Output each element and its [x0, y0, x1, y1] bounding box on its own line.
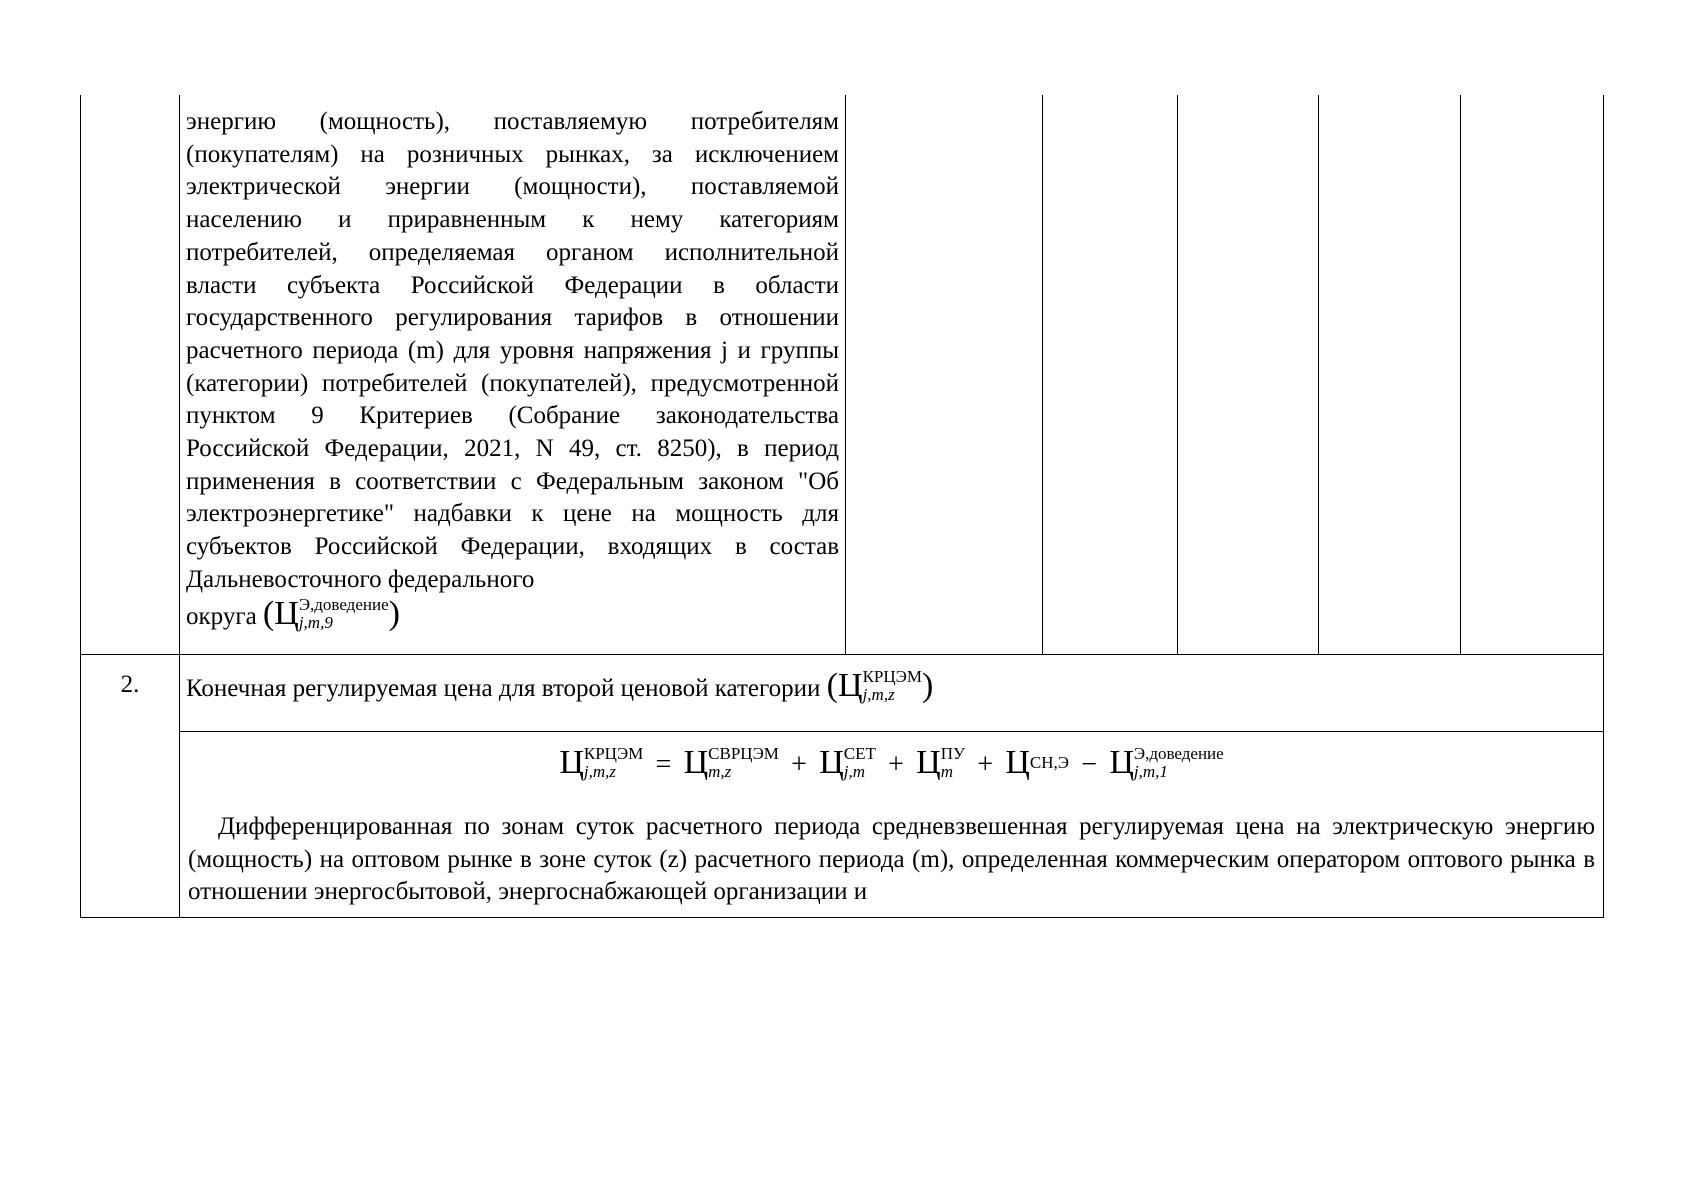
value-cell-3	[1178, 95, 1319, 654]
price-symbol-sup: Э,доведение	[298, 594, 389, 614]
number-cell-empty	[81, 95, 180, 654]
value-cell-2	[1043, 95, 1178, 654]
tariff-table	[80, 95, 1604, 918]
table-row-continuation	[81, 95, 1604, 654]
formula-explanation: Дифференцированная по зонам суток расчетного периода средневзвешенная регулируемая цена на электрическую энергию (мощность) на оптовом рынке в зоне суток (z) расчетного периода (m), определенная коммерческим оператором оптового рынка в отношении энергосбытовой, энергоснабжающей организации и	[188, 813, 1595, 906]
price-formula: Ц КРЦЭМ j,m,z = Ц СВРЦЭМ m,z + Ц СЕТ j,m + Ц ПУ m + Ц СН,Э − Ц Э,доведение j,m,1	[559, 743, 1224, 782]
value-cell-4	[1319, 95, 1461, 654]
price-symbol: Ц	[274, 594, 299, 632]
table-row-item-2	[81, 654, 1604, 731]
description-last-line: округа (Ц Э,доведение j,m,9 )	[186, 594, 400, 632]
table-row-formula	[81, 731, 1604, 917]
item-title: Конечная регулируемая цена для второй ценовой категории	[186, 674, 821, 702]
item-title-cell	[180, 654, 1604, 731]
item-title-symbol: (Ц КРЦЭМ j,m,z )	[826, 666, 934, 705]
last-word: округа	[186, 602, 257, 630]
price-symbol-sub: j,m,9	[298, 612, 333, 632]
formula-cell	[180, 731, 1604, 917]
value-cell-5	[1461, 95, 1604, 654]
row-number: 2.	[81, 654, 180, 917]
description-text: энергию (мощность), поставляемую потребителям (покупателям) на розничных рынках, за исключением электрической энергии (мощности), поставляемой населению и приравненным к нему категориям потребителей, определяемая органом исполнительной власти субъекта Российской Федерации в области государственного регулирования тарифов в отношении расчетного периода (m) для уровня напряжения j и группы (категории) потребителей (покупателей), предусмотренной пунктом 9 Критериев (Собрание законодательства Российской Федерации, 2021, N 49, ст. 8250), в период применения в соответствии с Федеральным законом "Об электроэнергетике" надбавки к цене на мощность для субъектов Российской Федерации, входящих в состав Дальневосточного федерального	[186, 108, 839, 593]
value-cell-1	[846, 95, 1043, 654]
description-cell	[180, 95, 846, 654]
